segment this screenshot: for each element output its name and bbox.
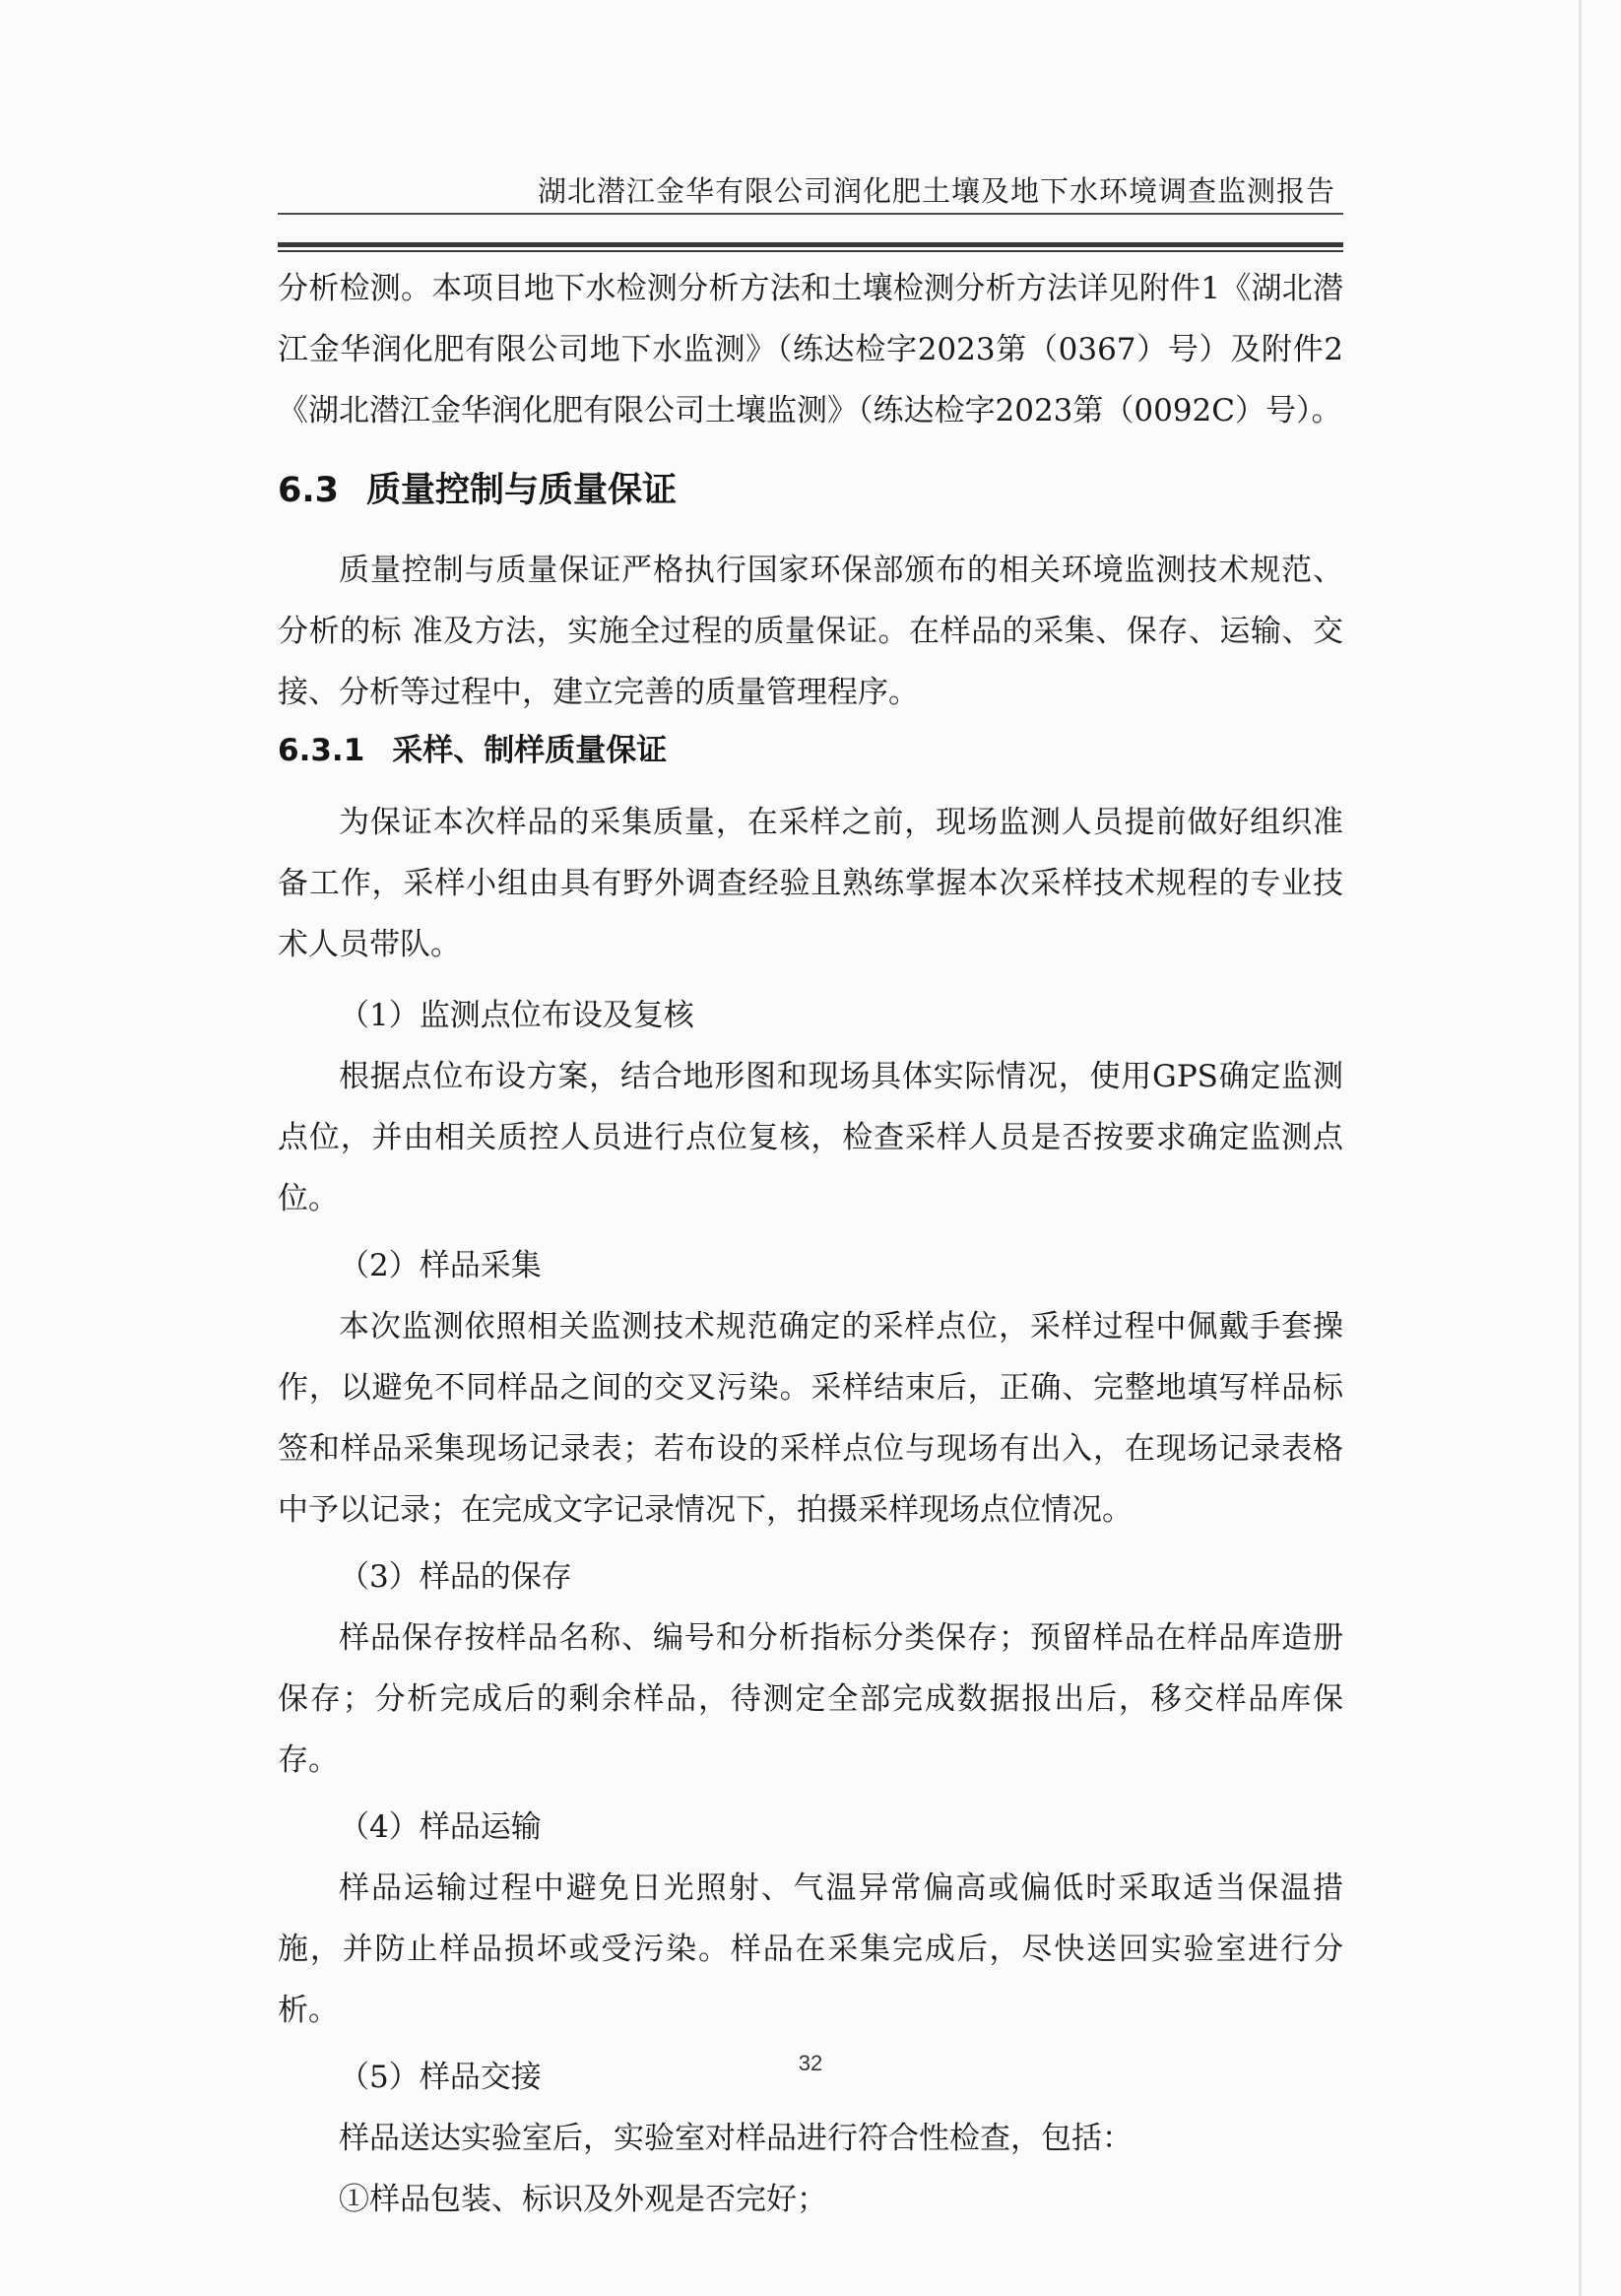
paragraph-sample-collection: 本次监测依照相关监测技术规范确定的采样点位，采样过程中佩戴手套操作，以避免不同样品之间的交叉污染。采样结束后，正确、完整地填写样品标签和样品采集现场记录表；若布设的采样点位与现场有出入，在现场记录表格中予以记录；在完成文字记录情况下，拍摄采样现场点位情况。 <box>278 1309 1343 1528</box>
paragraph-sample-handover: 样品送达实验室后，实验室对样品进行符合性检查，包括： <box>339 2121 1133 2156</box>
paragraph-analysis-methods: 分析检测。本项目地下水检测分析方法和土壤检测分析方法详见附件1《湖北潜江金华润化肥有限公司地下水监测》（练达检字2023第（0367）号）及附件2《湖北潜江金华润化肥有限公司土壤监测》（练达检字2023第（0092C）号）。 <box>278 271 1343 428</box>
subheading-sample-transport: （4）样品运输 <box>339 1809 542 1845</box>
subheading-sample-handover: （5）样品交接 <box>339 2060 542 2095</box>
header-double-rule-thin <box>278 250 1343 252</box>
section-title: 质量控制与质量保证 <box>366 471 678 510</box>
subheading-sample-storage: （3）样品的保存 <box>339 1559 572 1595</box>
section-heading-6-3-1 <box>278 723 1343 778</box>
page-number: 32 <box>798 2051 823 2075</box>
paragraph-sample-transport: 样品运输过程中避免日光照射、气温异常偏高或偏低时采取适当保温措施，并防止样品损坏或受污染。样品在采集完成后，尽快送回实验室进行分析。 <box>278 1870 1343 2028</box>
paragraph-sample-storage: 样品保存按样品名称、编号和分析指标分类保存；预留样品在样品库造册保存；分析完成后的剩余样品，待测定全部完成数据报出后，移交样品库保存。 <box>278 1620 1343 1778</box>
paragraph-point-layout: 根据点位布设方案，结合地形图和现场具体实际情况，使用GPS确定监测点位，并由相关质控人员进行点位复核，检查采样人员是否按要求确定监测点位。 <box>278 1059 1343 1216</box>
scan-edge-line <box>1579 0 1582 2296</box>
subsection-number: 6.3.1 <box>278 733 365 768</box>
header-rule <box>278 213 1343 215</box>
running-header-title: 湖北潜江金华有限公司润化肥土壤及地下水环境调查监测报告 <box>537 174 1335 208</box>
section-number: 6.3 <box>278 471 340 510</box>
paragraph-sampling-prep: 为保证本次样品的采集质量，在采样之前，现场监测人员提前做好组织准备工作，采样小组由具有野外调查经验且熟练掌握本次采样技术规程的专业技术人员带队。 <box>278 805 1343 962</box>
subheading-sample-collection: （2）样品采集 <box>339 1248 542 1283</box>
subheading-point-layout: （1）监测点位布设及复核 <box>339 998 694 1033</box>
header-double-rule-thick <box>278 242 1343 247</box>
subsection-title: 采样、制样质量保证 <box>392 733 668 768</box>
list-item-packaging-check: ①样品包装、标识及外观是否完好； <box>339 2182 827 2217</box>
section-heading-6-3 <box>278 461 1343 520</box>
page-body <box>278 258 1343 2230</box>
paragraph-quality-intro: 质量控制与质量保证严格执行国家环保部颁布的相关环境监测技术规范、分析的标 准及方法，实施全过程的质量保证。在样品的采集、保存、运输、交接、分析等过程中，建立完善的质量管理程序。 <box>278 553 1343 710</box>
